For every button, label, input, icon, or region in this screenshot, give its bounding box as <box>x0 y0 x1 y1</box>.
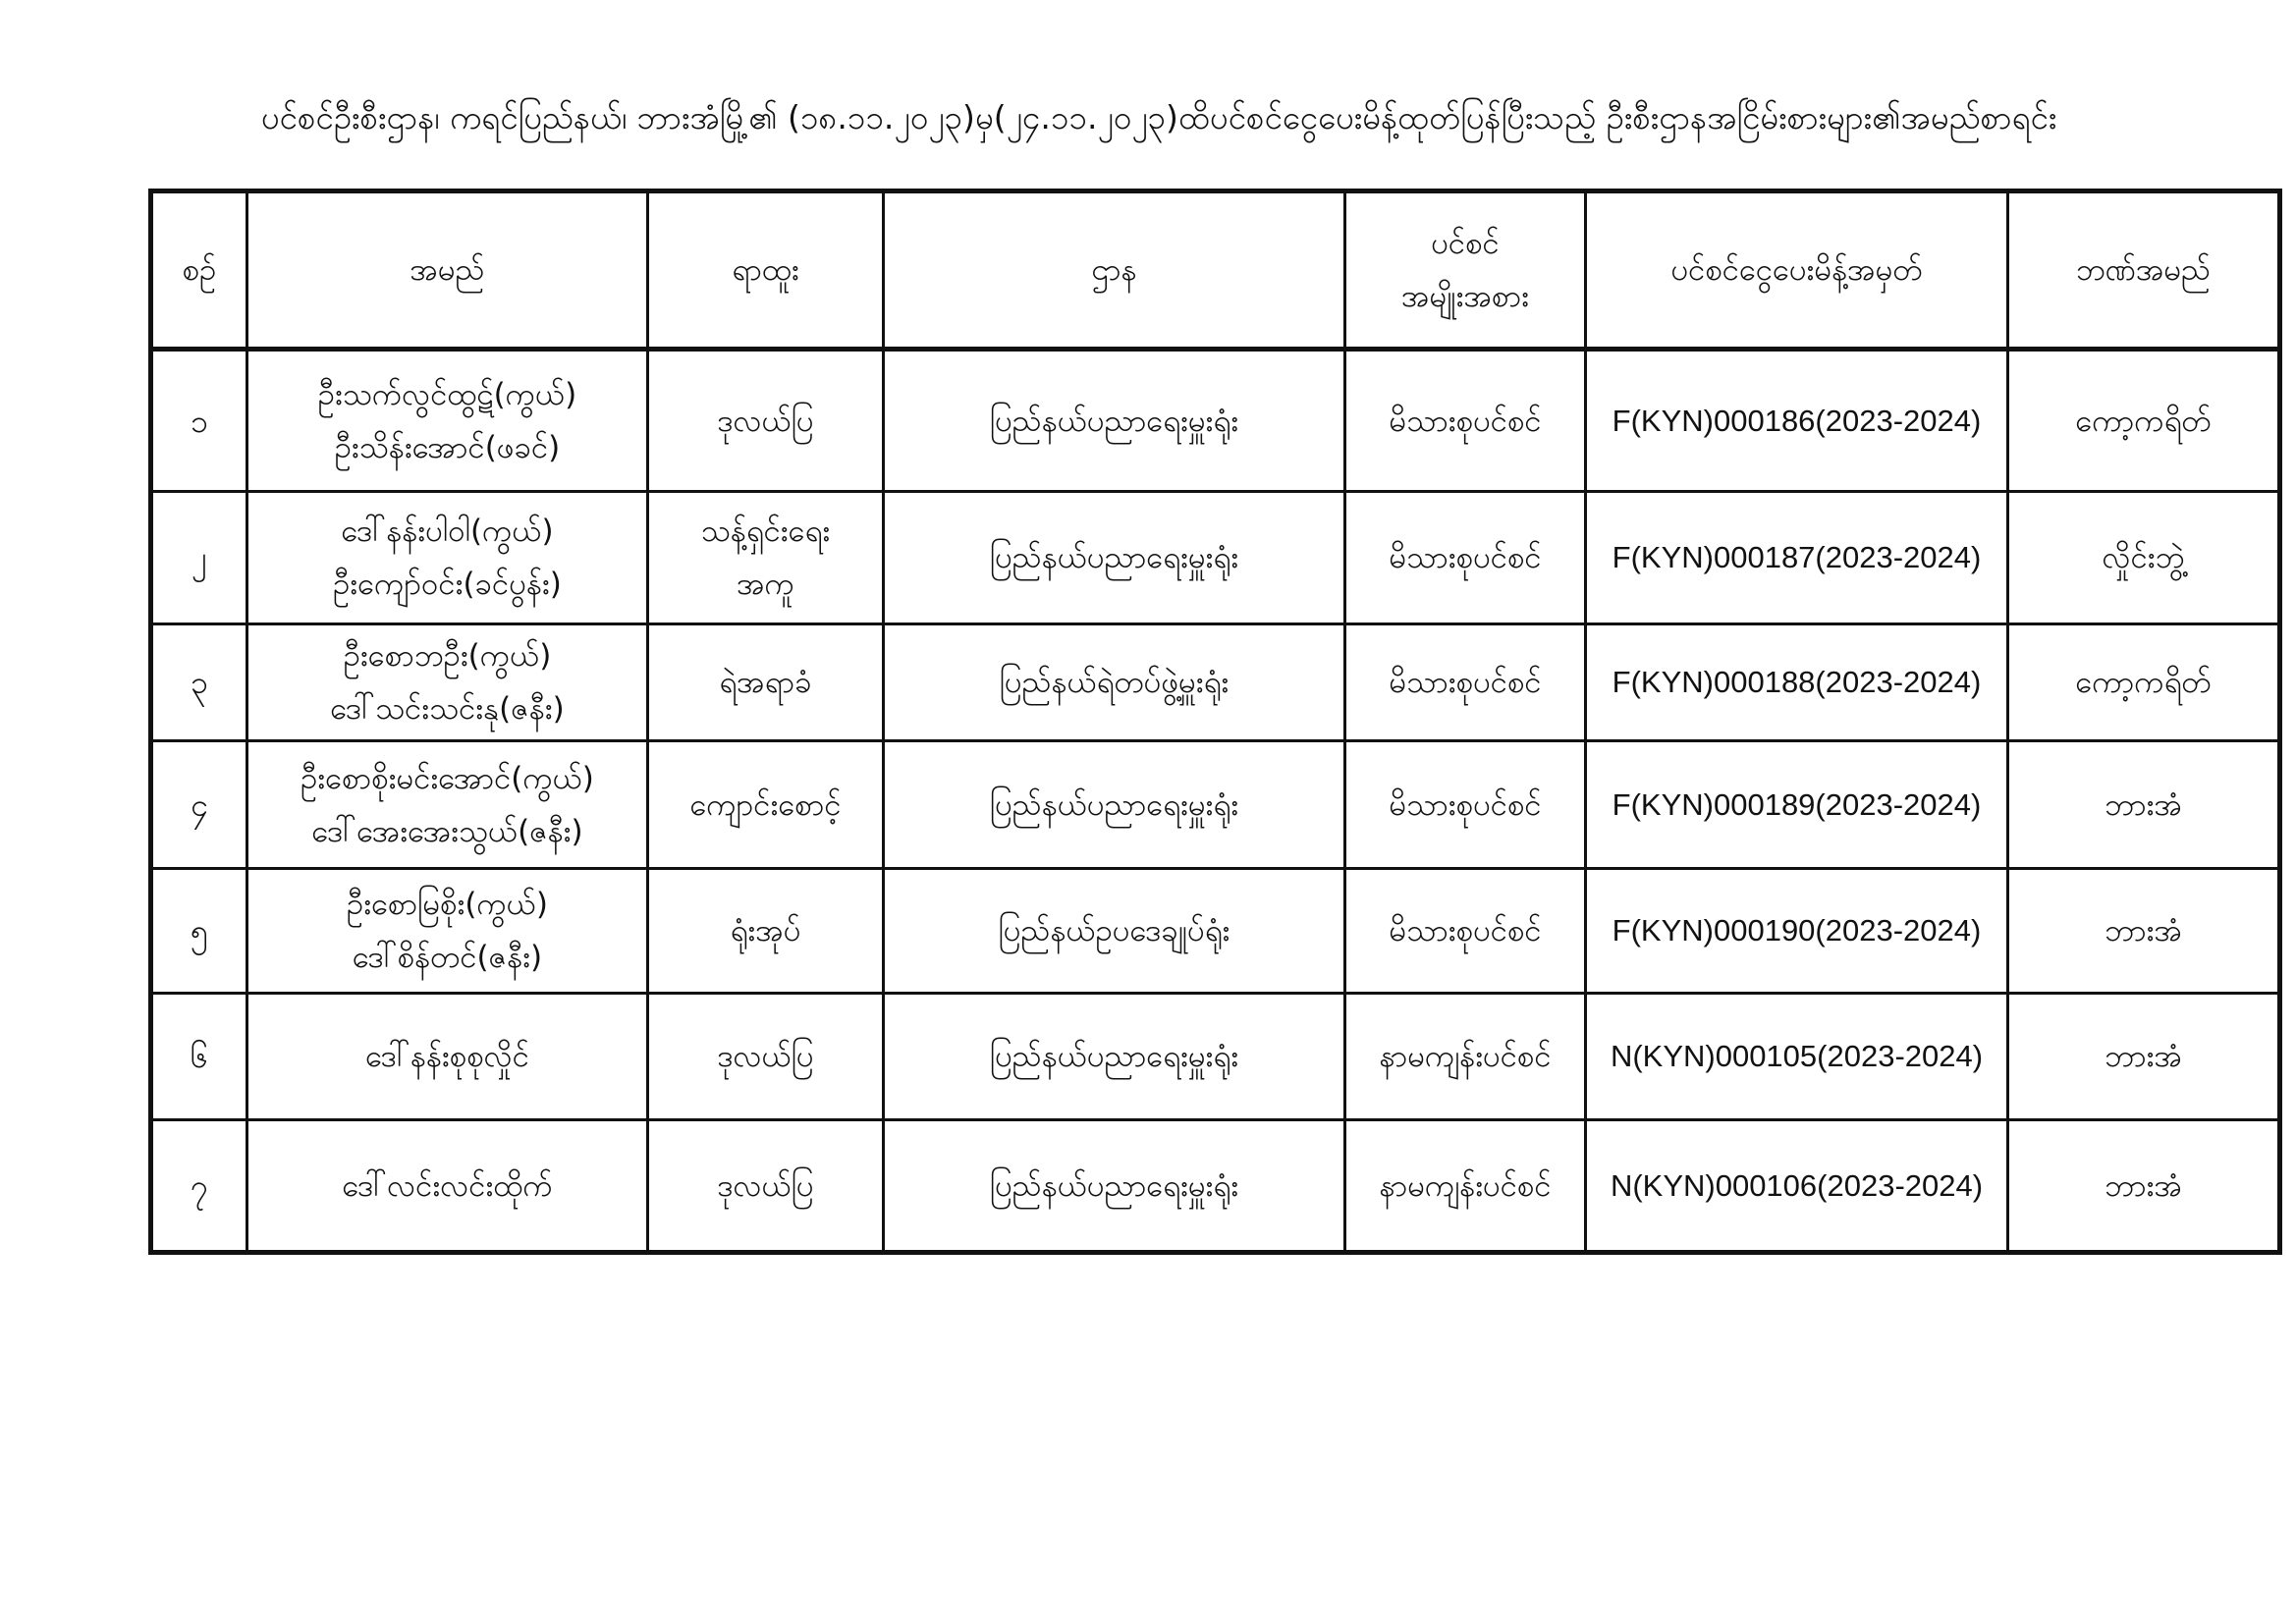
cell-order-no: F(KYN)000190(2023-2024) <box>1586 869 2008 994</box>
cell-name <box>247 350 648 492</box>
cell-name-line1: ဦးစောဘဦး(ကွယ်) <box>343 638 552 674</box>
cell-num: ၆ <box>151 994 247 1120</box>
cell-name <box>247 492 648 624</box>
cell-rank-line1: ဒုလယ်ပြ <box>717 1167 814 1204</box>
cell-rank-line1: သန့်ရှင်းရေး <box>700 514 831 549</box>
cell-bank: လှိုင်းဘွဲ့ <box>2008 492 2280 624</box>
cell-rank-line2: အကူ <box>737 567 794 602</box>
cell-rank <box>648 869 884 994</box>
cell-rank <box>648 994 884 1120</box>
cell-name <box>247 624 648 741</box>
cell-name-line1: ဦးသက်လွင်ထွဋ်(ကွယ်) <box>317 376 577 412</box>
cell-bank: ကော့ကရိတ် <box>2008 350 2280 492</box>
cell-pension-type: မိသားစုပင်စင် <box>1345 741 1586 869</box>
cell-rank-line1: ဒုလယ်ပြ <box>717 1039 814 1074</box>
cell-bank: ဘားအံ <box>2008 741 2280 869</box>
header-bank: ဘဏ်အမည် <box>2008 191 2280 350</box>
cell-department: ပြည်နယ်ပညာရေးမှူးရုံး <box>884 1120 1345 1253</box>
table-row <box>151 1120 2280 1253</box>
cell-rank <box>648 624 884 741</box>
cell-rank-line1: ဒုလယ်ပြ <box>717 403 814 439</box>
header-name: အမည် <box>247 191 648 350</box>
cell-name-line2: ဦးသိန်းအောင်(ဖခင်) <box>334 429 561 465</box>
cell-department: ပြည်နယ်ရဲတပ်ဖွဲ့မှူးရုံး <box>884 624 1345 741</box>
cell-name-line2: ဦးကျော်ဝင်း(ခင်ပွန်း) <box>333 567 562 602</box>
cell-bank: ဘားအံ <box>2008 1120 2280 1253</box>
cell-rank <box>648 741 884 869</box>
header-pension-type <box>1345 191 1586 350</box>
cell-num: ၄ <box>151 741 247 869</box>
cell-name <box>247 869 648 994</box>
cell-num: ၂ <box>151 492 247 624</box>
cell-bank: ဘားအံ <box>2008 869 2280 994</box>
cell-bank: ဘားအံ <box>2008 994 2280 1120</box>
cell-name-line1: ဒေါ်နန်းစုစုလှိုင် <box>365 1039 529 1074</box>
cell-pension-type: မိသားစုပင်စင် <box>1345 869 1586 994</box>
cell-department: ပြည်နယ်ဥပဒေချုပ်ရုံး <box>884 869 1345 994</box>
page-title: ပင်စင်ဦးစီးဌာန၊ ကရင်ပြည်နယ်၊ ဘားအံမြို့၏ (၁၈.၁၁.၂၀၂၃)မှ(၂၄.၁၁.၂၀၂၃)ထိပင်စင်ငွေပေးမိန့်ထုတ်ပြန်ပြီးသည့် ဦးစီးဌာနအငြိမ်းစားများ၏အမည်စာရင်း <box>260 98 2057 136</box>
header-rank: ရာထူး <box>648 191 884 350</box>
cell-num: ၃ <box>151 624 247 741</box>
cell-pension-type: မိသားစုပင်စင် <box>1345 624 1586 741</box>
cell-pension-type: မိသားစုပင်စင် <box>1345 492 1586 624</box>
cell-rank <box>648 1120 884 1253</box>
table-row <box>151 994 2280 1120</box>
table-row <box>151 492 2280 624</box>
cell-order-no: N(KYN)000106(2023-2024) <box>1586 1120 2008 1253</box>
cell-name-line2: ဒေါ်အေးအေးသွယ်(ဇနီး) <box>311 813 583 849</box>
table-header-row <box>151 191 2280 350</box>
cell-name <box>247 994 648 1120</box>
cell-order-no: F(KYN)000187(2023-2024) <box>1586 492 2008 624</box>
table-row <box>151 350 2280 492</box>
cell-department: ပြည်နယ်ပညာရေးမှူးရုံး <box>884 492 1345 624</box>
cell-order-no: F(KYN)000189(2023-2024) <box>1586 741 2008 869</box>
table-row <box>151 741 2280 869</box>
cell-pension-type: နာမကျန်းပင်စင် <box>1345 1120 1586 1253</box>
cell-pension-type: မိသားစုပင်စင် <box>1345 350 1586 492</box>
header-pension-type-line2: အမျိုးအစား <box>1401 279 1529 314</box>
header-num: စဉ် <box>151 191 247 350</box>
table-row <box>151 869 2280 994</box>
cell-name-line1: ဦးစောစိုးမင်းအောင်(ကွယ်) <box>301 760 594 796</box>
cell-num: ၁ <box>151 350 247 492</box>
cell-num: ၇ <box>151 1120 247 1253</box>
cell-rank <box>648 350 884 492</box>
cell-pension-type: နာမကျန်းပင်စင် <box>1345 994 1586 1120</box>
cell-rank-line1: ရုံးအုပ် <box>730 913 801 948</box>
cell-department: ပြည်နယ်ပညာရေးမှူးရုံး <box>884 350 1345 492</box>
cell-order-no: F(KYN)000188(2023-2024) <box>1586 624 2008 741</box>
cell-bank: ကော့ကရိတ် <box>2008 624 2280 741</box>
cell-name-line1: ဒေါ်နန်းပါဝါ(ကွယ်) <box>341 514 554 549</box>
pension-records-table <box>148 189 2282 1255</box>
table-row <box>151 624 2280 741</box>
cell-department: ပြည်နယ်ပညာရေးမှူးရုံး <box>884 994 1345 1120</box>
cell-rank-line1: ရဲအရာခံ <box>719 665 812 700</box>
cell-name-line1: ဦးစောမြစိုး(ကွယ်) <box>347 887 548 922</box>
cell-name-line2: ဒေါ်စိန်တင်(ဇနီး) <box>352 940 543 975</box>
cell-rank-line1: ကျောင်းစောင့် <box>689 786 842 823</box>
cell-name <box>247 741 648 869</box>
cell-rank <box>648 492 884 624</box>
cell-num: ၅ <box>151 869 247 994</box>
cell-order-no: N(KYN)000105(2023-2024) <box>1586 994 2008 1120</box>
header-order-no: ပင်စင်ငွေပေးမိန့်အမှတ် <box>1586 191 2008 350</box>
header-pension-type-line1: ပင်စင် <box>1431 226 1500 261</box>
cell-order-no: F(KYN)000186(2023-2024) <box>1586 350 2008 492</box>
header-department: ဌာန <box>884 191 1345 350</box>
cell-name-line1: ဒေါ်လင်းလင်းထိုက် <box>342 1167 553 1204</box>
cell-name-line2: ဒေါ်သင်းသင်းနု(ဇနီး) <box>330 691 565 727</box>
cell-department: ပြည်နယ်ပညာရေးမှူးရုံး <box>884 741 1345 869</box>
cell-name <box>247 1120 648 1253</box>
